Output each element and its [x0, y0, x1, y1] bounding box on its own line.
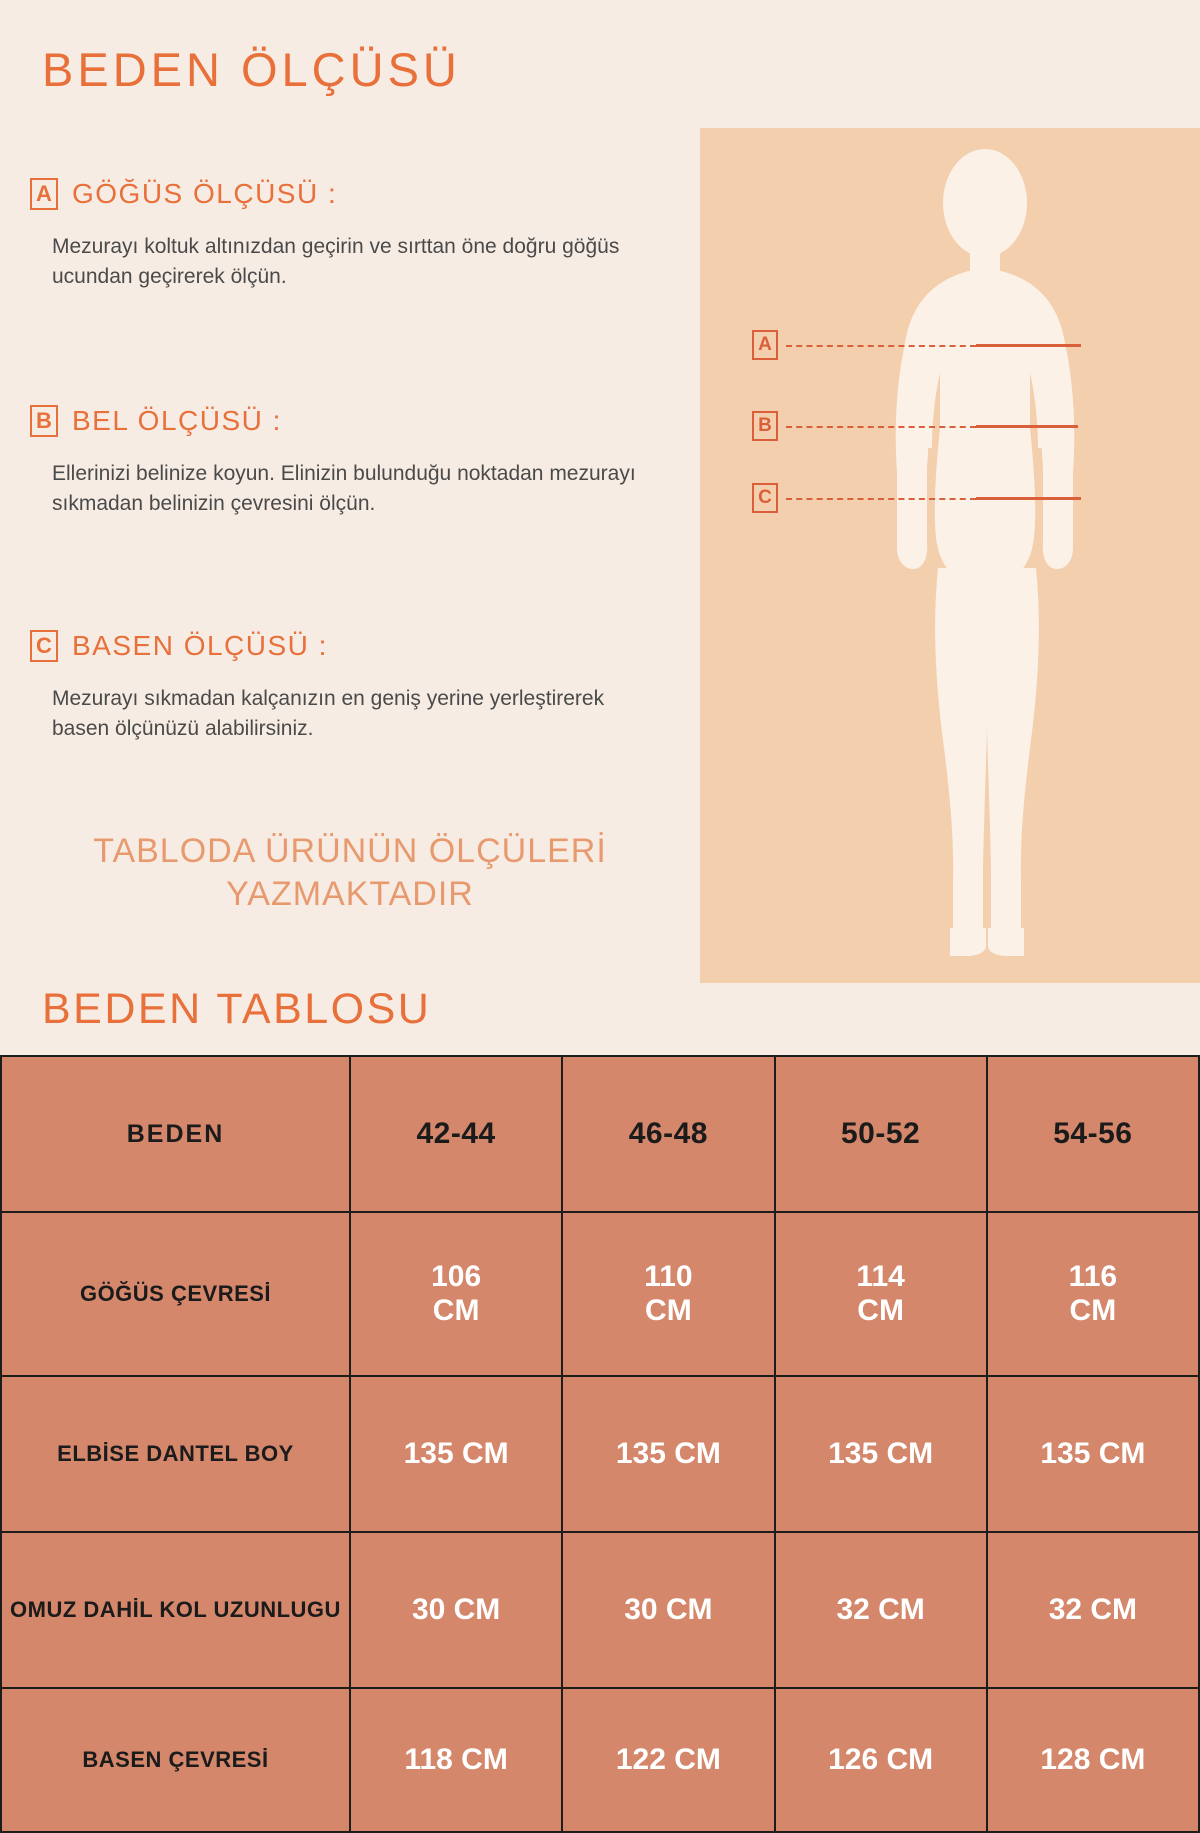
row-label-basen-cevresi: BASEN ÇEVRESİ [1, 1688, 350, 1832]
figure-dashed-line-b [786, 426, 976, 428]
section-title-hip: BASEN ÖLÇÜSÜ : [72, 630, 328, 661]
cell-gogus-46-48 [562, 1212, 774, 1376]
cell-dantel-42-44: 135 CM [350, 1376, 562, 1532]
cell-kol-46-48: 30 CM [562, 1532, 774, 1688]
figure-dashed-line-c [786, 498, 976, 500]
row-label-gogus-cevresi: GÖĞÜS ÇEVRESİ [1, 1212, 350, 1376]
section-badge-c: C [30, 630, 58, 662]
table-header-size-4: 54-56 [987, 1056, 1199, 1212]
section-body-waist: Ellerinizi belinize koyun. Elinizin bulunduğu noktadan mezurayı sıkmadan belinizin çevresini ölçün. [52, 462, 636, 516]
row-label-elbise-dantel-boy: ELBİSE DANTEL BOY [1, 1376, 350, 1532]
row-label-omuz-dahil-kol-uzunlugu: OMUZ DAHİL KOL UZUNLUGU [1, 1532, 350, 1688]
figure-dashed-line-a [786, 345, 976, 347]
cell-gogus-42-44 [350, 1212, 562, 1376]
cell-unit: CM [857, 1294, 904, 1327]
section-title-waist: BEL ÖLÇÜSÜ : [72, 405, 282, 436]
section-body-hip: Mezurayı sıkmadan kalçanızın en geniş yerine yerleştirerek basen ölçünüzü alabilirsiniz. [52, 687, 605, 741]
page-title: BEDEN ÖLÇÜSÜ [42, 43, 461, 96]
cell-gogus-54-56 [987, 1212, 1199, 1376]
cell-kol-42-44: 30 CM [350, 1532, 562, 1688]
cell-kol-54-56: 32 CM [987, 1532, 1199, 1688]
cell-unit: CM [645, 1294, 692, 1327]
cell-value: 106 [431, 1259, 482, 1293]
cell-value: 114 [856, 1259, 905, 1293]
figure-mark-a: A [752, 330, 778, 360]
cell-value: 116 [1068, 1259, 1118, 1293]
section-badge-a: A [30, 178, 58, 210]
section-heading [30, 405, 670, 437]
cell-kol-50-52: 32 CM [775, 1532, 987, 1688]
product-measure-note: TABLODA ÜRÜNÜN ÖLÇÜLERİ YAZMAKTADIR [93, 832, 607, 913]
cell-gogus-50-52 [775, 1212, 987, 1376]
table-row [1, 1376, 1199, 1532]
section-badge-b: B [30, 405, 58, 437]
measurement-section-hip [30, 630, 670, 745]
cell-basen-54-56: 128 CM [987, 1688, 1199, 1832]
female-body-silhouette-icon [700, 128, 1200, 983]
cell-dantel-50-52: 135 CM [775, 1376, 987, 1532]
section-heading [30, 178, 670, 210]
figure-mark-c: C [752, 483, 778, 513]
table-header-beden: BEDEN [1, 1056, 350, 1212]
cell-dantel-46-48: 135 CM [562, 1376, 774, 1532]
figure-measure-line-waist [976, 425, 1078, 428]
measurement-section-waist [30, 405, 670, 520]
cell-unit: CM [432, 1294, 480, 1327]
section-title-bust: GÖĞÜS ÖLÇÜSÜ : [72, 178, 338, 209]
table-header-size-2: 46-48 [562, 1056, 774, 1212]
size-table-title: BEDEN TABLOSU [42, 985, 432, 1033]
figure-mark-b: B [752, 411, 778, 441]
cell-basen-50-52: 126 CM [775, 1688, 987, 1832]
measurement-section-bust [30, 178, 670, 293]
section-heading [30, 630, 670, 662]
table-row [1, 1532, 1199, 1688]
cell-basen-46-48: 122 CM [562, 1688, 774, 1832]
cell-dantel-54-56: 135 CM [987, 1376, 1199, 1532]
figure-measure-line-bust [976, 344, 1081, 347]
body-figure-panel [700, 128, 1200, 983]
table-header-row [1, 1056, 1199, 1212]
table-header-size-1: 42-44 [350, 1056, 562, 1212]
cell-unit: CM [1069, 1294, 1117, 1327]
table-header-size-3: 50-52 [775, 1056, 987, 1212]
cell-value: 110 [644, 1259, 693, 1293]
table-row [1, 1212, 1199, 1376]
section-body-bust: Mezurayı koltuk altınızdan geçirin ve sırttan öne doğru göğüs ucundan geçirerek ölçün. [52, 235, 620, 289]
size-table [0, 1055, 1200, 1833]
table-row [1, 1688, 1199, 1832]
cell-basen-42-44: 118 CM [350, 1688, 562, 1832]
figure-measure-line-hip [976, 497, 1081, 500]
